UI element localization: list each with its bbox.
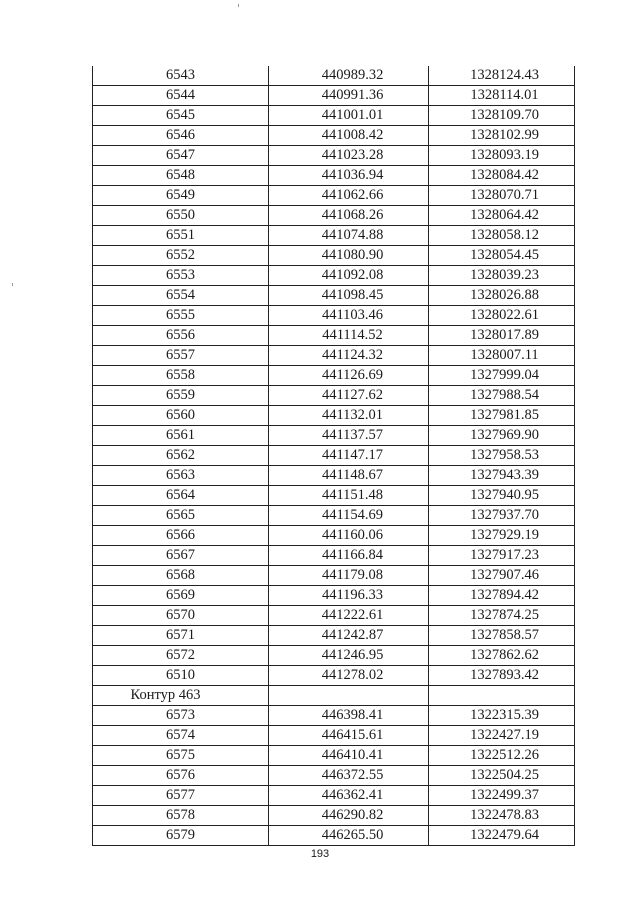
contour-header-row bbox=[93, 686, 575, 706]
point-number-cell: 6576 bbox=[93, 766, 269, 786]
table-row bbox=[93, 466, 575, 486]
table-row bbox=[93, 206, 575, 226]
point-number-cell: 6549 bbox=[93, 186, 269, 206]
point-number-cell: 6551 bbox=[93, 226, 269, 246]
x-coordinate-cell: 441179.08 bbox=[269, 566, 429, 586]
x-coordinate-cell: 441008.42 bbox=[269, 126, 429, 146]
point-number-cell: 6571 bbox=[93, 626, 269, 646]
point-number-cell: 6578 bbox=[93, 806, 269, 826]
x-coordinate-cell: 441242.87 bbox=[269, 626, 429, 646]
y-coordinate-cell: 1322315.39 bbox=[429, 706, 575, 726]
y-coordinate-cell: 1322512.26 bbox=[429, 746, 575, 766]
x-coordinate-cell: 440991.36 bbox=[269, 86, 429, 106]
y-coordinate-cell: 1328022.61 bbox=[429, 306, 575, 326]
x-coordinate-cell: 441151.48 bbox=[269, 486, 429, 506]
point-number-cell: 6550 bbox=[93, 206, 269, 226]
point-number-cell: 6574 bbox=[93, 726, 269, 746]
y-coordinate-cell: 1327907.46 bbox=[429, 566, 575, 586]
y-coordinate-cell: 1327940.95 bbox=[429, 486, 575, 506]
point-number-cell: 6510 bbox=[93, 666, 269, 686]
scan-speck bbox=[238, 4, 239, 7]
x-coordinate-cell: 441147.17 bbox=[269, 446, 429, 466]
table-row bbox=[93, 386, 575, 406]
y-coordinate-cell: 1328084.42 bbox=[429, 166, 575, 186]
point-number-cell: 6577 bbox=[93, 786, 269, 806]
point-number-cell: 6569 bbox=[93, 586, 269, 606]
point-number-cell: 6557 bbox=[93, 346, 269, 366]
coordinates-table-body bbox=[93, 66, 575, 846]
x-coordinate-cell: 441222.61 bbox=[269, 606, 429, 626]
y-coordinate-cell: 1328017.89 bbox=[429, 326, 575, 346]
x-coordinate-cell: 441001.01 bbox=[269, 106, 429, 126]
table-row bbox=[93, 646, 575, 666]
x-coordinate-cell: 446362.41 bbox=[269, 786, 429, 806]
y-coordinate-cell: 1327969.90 bbox=[429, 426, 575, 446]
y-coordinate-cell: 1322504.25 bbox=[429, 766, 575, 786]
table-row bbox=[93, 306, 575, 326]
x-coordinate-cell: 441126.69 bbox=[269, 366, 429, 386]
y-coordinate-cell: 1328064.42 bbox=[429, 206, 575, 226]
table-row bbox=[93, 86, 575, 106]
point-number-cell: 6553 bbox=[93, 266, 269, 286]
y-coordinate-cell: 1328070.71 bbox=[429, 186, 575, 206]
table-row bbox=[93, 446, 575, 466]
empty-cell bbox=[269, 686, 429, 706]
table-row bbox=[93, 626, 575, 646]
table-row bbox=[93, 486, 575, 506]
table-row bbox=[93, 426, 575, 446]
table-row bbox=[93, 226, 575, 246]
y-coordinate-cell: 1328114.01 bbox=[429, 86, 575, 106]
table-row bbox=[93, 746, 575, 766]
table-row bbox=[93, 366, 575, 386]
table-row bbox=[93, 286, 575, 306]
point-number-cell: 6556 bbox=[93, 326, 269, 346]
point-number-cell: 6548 bbox=[93, 166, 269, 186]
y-coordinate-cell: 1328124.43 bbox=[429, 66, 575, 86]
y-coordinate-cell: 1327999.04 bbox=[429, 366, 575, 386]
x-coordinate-cell: 441103.46 bbox=[269, 306, 429, 326]
point-number-cell: 6559 bbox=[93, 386, 269, 406]
x-coordinate-cell: 441246.95 bbox=[269, 646, 429, 666]
y-coordinate-cell: 1328093.19 bbox=[429, 146, 575, 166]
y-coordinate-cell: 1327917.23 bbox=[429, 546, 575, 566]
table-row bbox=[93, 346, 575, 366]
table-row bbox=[93, 666, 575, 686]
x-coordinate-cell: 446290.82 bbox=[269, 806, 429, 826]
x-coordinate-cell: 441154.69 bbox=[269, 506, 429, 526]
x-coordinate-cell: 441127.62 bbox=[269, 386, 429, 406]
y-coordinate-cell: 1328109.70 bbox=[429, 106, 575, 126]
y-coordinate-cell: 1327893.42 bbox=[429, 666, 575, 686]
point-number-cell: 6545 bbox=[93, 106, 269, 126]
table-row bbox=[93, 566, 575, 586]
x-coordinate-cell: 441036.94 bbox=[269, 166, 429, 186]
point-number-cell: 6579 bbox=[93, 826, 269, 846]
y-coordinate-cell: 1322479.64 bbox=[429, 826, 575, 846]
point-number-cell: 6558 bbox=[93, 366, 269, 386]
x-coordinate-cell: 441068.26 bbox=[269, 206, 429, 226]
x-coordinate-cell: 441166.84 bbox=[269, 546, 429, 566]
x-coordinate-cell: 440989.32 bbox=[269, 66, 429, 86]
table-row bbox=[93, 726, 575, 746]
point-number-cell: 6575 bbox=[93, 746, 269, 766]
point-number-cell: 6572 bbox=[93, 646, 269, 666]
point-number-cell: 6568 bbox=[93, 566, 269, 586]
table-row bbox=[93, 126, 575, 146]
contour-label: Контур 463 bbox=[93, 686, 269, 706]
table-row bbox=[93, 106, 575, 126]
x-coordinate-cell: 446372.55 bbox=[269, 766, 429, 786]
y-coordinate-cell: 1322499.37 bbox=[429, 786, 575, 806]
y-coordinate-cell: 1327874.25 bbox=[429, 606, 575, 626]
point-number-cell: 6543 bbox=[93, 66, 269, 86]
y-coordinate-cell: 1327937.70 bbox=[429, 506, 575, 526]
y-coordinate-cell: 1327858.57 bbox=[429, 626, 575, 646]
point-number-cell: 6570 bbox=[93, 606, 269, 626]
x-coordinate-cell: 441160.06 bbox=[269, 526, 429, 546]
page-number: 193 bbox=[310, 848, 330, 860]
x-coordinate-cell: 441074.88 bbox=[269, 226, 429, 246]
scan-speck bbox=[12, 283, 13, 286]
point-number-cell: 6560 bbox=[93, 406, 269, 426]
x-coordinate-cell: 446265.50 bbox=[269, 826, 429, 846]
y-coordinate-cell: 1328102.99 bbox=[429, 126, 575, 146]
x-coordinate-cell: 441148.67 bbox=[269, 466, 429, 486]
y-coordinate-cell: 1322478.83 bbox=[429, 806, 575, 826]
table-row bbox=[93, 526, 575, 546]
point-number-cell: 6564 bbox=[93, 486, 269, 506]
point-number-cell: 6565 bbox=[93, 506, 269, 526]
x-coordinate-cell: 441023.28 bbox=[269, 146, 429, 166]
table-row bbox=[93, 406, 575, 426]
y-coordinate-cell: 1327958.53 bbox=[429, 446, 575, 466]
y-coordinate-cell: 1327894.42 bbox=[429, 586, 575, 606]
y-coordinate-cell: 1322427.19 bbox=[429, 726, 575, 746]
table-row bbox=[93, 766, 575, 786]
y-coordinate-cell: 1328026.88 bbox=[429, 286, 575, 306]
x-coordinate-cell: 446410.41 bbox=[269, 746, 429, 766]
x-coordinate-cell: 441114.52 bbox=[269, 326, 429, 346]
table-row bbox=[93, 506, 575, 526]
point-number-cell: 6561 bbox=[93, 426, 269, 446]
y-coordinate-cell: 1327929.19 bbox=[429, 526, 575, 546]
x-coordinate-cell: 441137.57 bbox=[269, 426, 429, 446]
coordinates-table bbox=[92, 66, 575, 846]
y-coordinate-cell: 1327862.62 bbox=[429, 646, 575, 666]
table-row bbox=[93, 166, 575, 186]
table-row bbox=[93, 246, 575, 266]
point-number-cell: 6552 bbox=[93, 246, 269, 266]
point-number-cell: 6546 bbox=[93, 126, 269, 146]
point-number-cell: 6573 bbox=[93, 706, 269, 726]
y-coordinate-cell: 1327981.85 bbox=[429, 406, 575, 426]
x-coordinate-cell: 441092.08 bbox=[269, 266, 429, 286]
empty-cell bbox=[429, 686, 575, 706]
point-number-cell: 6554 bbox=[93, 286, 269, 306]
point-number-cell: 6547 bbox=[93, 146, 269, 166]
y-coordinate-cell: 1327988.54 bbox=[429, 386, 575, 406]
table-row bbox=[93, 186, 575, 206]
table-row bbox=[93, 66, 575, 86]
table-row bbox=[93, 806, 575, 826]
table-row bbox=[93, 326, 575, 346]
point-number-cell: 6555 bbox=[93, 306, 269, 326]
x-coordinate-cell: 441278.02 bbox=[269, 666, 429, 686]
point-number-cell: 6566 bbox=[93, 526, 269, 546]
point-number-cell: 6567 bbox=[93, 546, 269, 566]
table-row bbox=[93, 706, 575, 726]
table-row bbox=[93, 606, 575, 626]
y-coordinate-cell: 1328039.23 bbox=[429, 266, 575, 286]
table-row bbox=[93, 586, 575, 606]
x-coordinate-cell: 441132.01 bbox=[269, 406, 429, 426]
x-coordinate-cell: 441062.66 bbox=[269, 186, 429, 206]
point-number-cell: 6544 bbox=[93, 86, 269, 106]
x-coordinate-cell: 441098.45 bbox=[269, 286, 429, 306]
point-number-cell: 6562 bbox=[93, 446, 269, 466]
table-row bbox=[93, 546, 575, 566]
table-row bbox=[93, 826, 575, 846]
y-coordinate-cell: 1327943.39 bbox=[429, 466, 575, 486]
y-coordinate-cell: 1328007.11 bbox=[429, 346, 575, 366]
x-coordinate-cell: 441080.90 bbox=[269, 246, 429, 266]
x-coordinate-cell: 441196.33 bbox=[269, 586, 429, 606]
table-row bbox=[93, 266, 575, 286]
x-coordinate-cell: 441124.32 bbox=[269, 346, 429, 366]
y-coordinate-cell: 1328058.12 bbox=[429, 226, 575, 246]
table-row bbox=[93, 146, 575, 166]
x-coordinate-cell: 446398.41 bbox=[269, 706, 429, 726]
y-coordinate-cell: 1328054.45 bbox=[429, 246, 575, 266]
table-row bbox=[93, 786, 575, 806]
x-coordinate-cell: 446415.61 bbox=[269, 726, 429, 746]
point-number-cell: 6563 bbox=[93, 466, 269, 486]
